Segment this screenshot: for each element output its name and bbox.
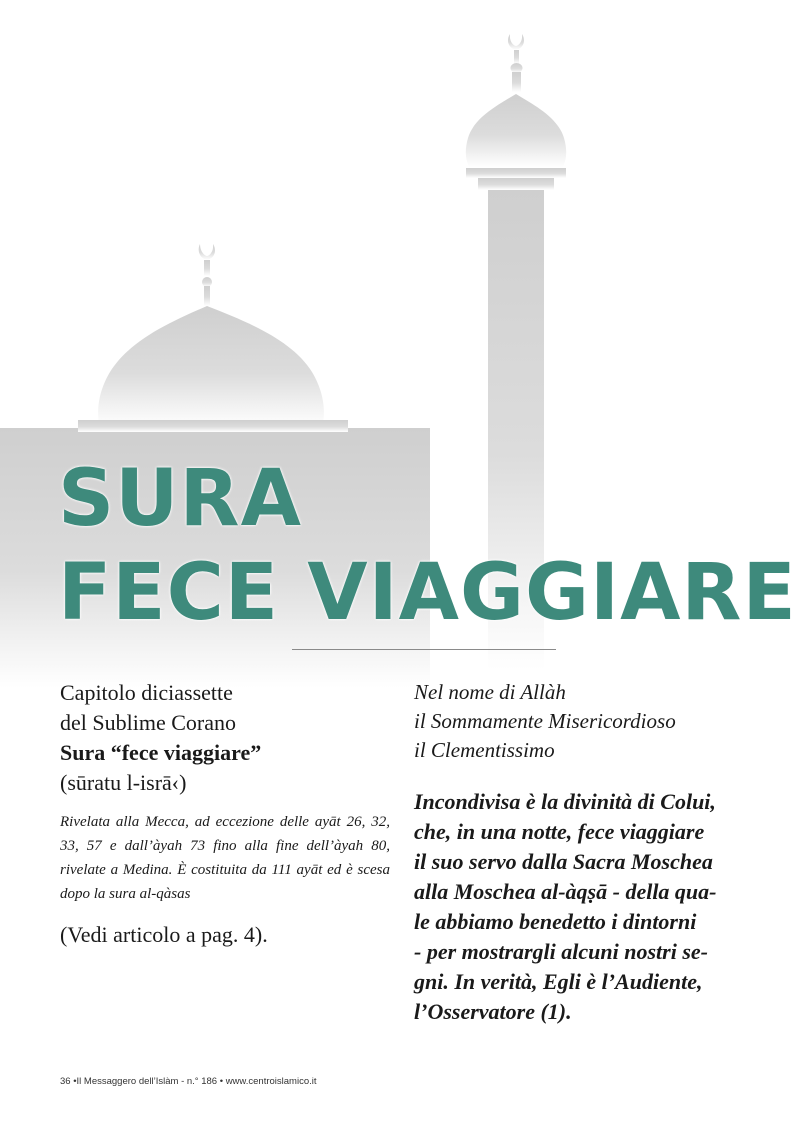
verse-line: che, in una notte, fece viaggiare <box>414 819 705 844</box>
page-title <box>58 452 797 640</box>
title-line-1: SURA <box>58 454 302 544</box>
verse-line: l’Osservatore (1). <box>414 999 572 1024</box>
minaret-dome <box>466 94 566 168</box>
sura-transliteration: (sūratu l-isrā‹) <box>60 770 187 795</box>
see-article-reference: (Vedi articolo a pag. 4). <box>60 922 268 947</box>
left-column <box>60 678 390 950</box>
invocation-line-1: Nel nome di Allàh <box>414 680 566 704</box>
main-dome <box>98 306 324 428</box>
basmala-invocation <box>414 678 746 765</box>
invocation-line-2: il Sommamente Misericordioso <box>414 709 676 733</box>
verse-line: il suo servo dalla Sacra Moschea <box>414 849 713 874</box>
right-column <box>414 678 746 1027</box>
verse-one-text <box>414 787 746 1027</box>
verse-line: gni. In verità, Egli è l’Audiente, <box>414 969 703 994</box>
chapter-heading <box>60 678 390 798</box>
verse-line: Incondivisa è la divinità di Colui, <box>414 789 716 814</box>
verse-line: - per mostrargli alcuni nostri se- <box>414 939 708 964</box>
invocation-line-3: il Clementissimo <box>414 738 555 762</box>
sura-name: Sura “fece viaggiare” <box>60 740 262 765</box>
title-divider <box>292 649 556 650</box>
dome-crescent-icon <box>199 244 215 260</box>
chapter-line-2: del Sublime Corano <box>60 710 236 735</box>
verse-line: le abbiamo benedetto i dintorni <box>414 909 697 934</box>
chapter-line-1: Capitolo diciassette <box>60 680 233 705</box>
verse-line: alla Moschea al-àqṣā - della qua- <box>414 879 717 904</box>
page-footer: 36 •Il Messaggero dell’Islàm - n.° 186 • www.centroislamico.it <box>60 1076 317 1087</box>
minaret-crescent-icon <box>508 34 524 50</box>
revelation-description: Rivelata alla Mecca, ad eccezione delle ayāt 26, 32, 33, 57 e dall’àyah 73 fino alla fine dell’àyah 80, rivelate a Medina. È costituita da 111 ayāt ed è scesa dopo la sura al-qàsas <box>60 814 390 902</box>
title-line-2: FECE VIAGGIARE <box>58 548 797 638</box>
